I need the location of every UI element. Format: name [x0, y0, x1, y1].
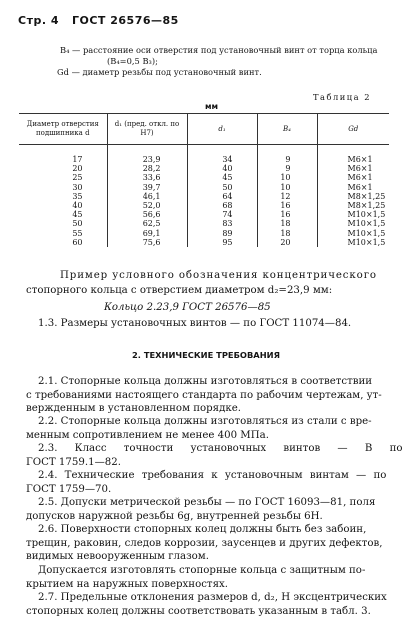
table-row: [19, 183, 389, 192]
col-bore-diameter: Диаметр отверстия подшипника d: [19, 114, 107, 145]
cell-b4: 10: [257, 183, 317, 192]
paragraph-2-1: [26, 375, 392, 416]
page-header: [18, 14, 179, 27]
p2-3-line1: 2.3. Класс точности установочных винтов — В по: [38, 443, 403, 454]
col-d2: d₁ (пред. откл. по H7): [107, 114, 187, 145]
cell-d1: 64: [187, 192, 257, 201]
paragraph-2-7: [26, 591, 392, 618]
coating-line1: Допускается изготовлять стопорные кольца с защитным по-: [38, 565, 366, 576]
table-2: [19, 113, 389, 247]
cell-d2: 46,1: [107, 192, 187, 201]
p2-5-line1: 2.5. Допуски метрической резьбы — по ГОСТ 16093—81, поля: [38, 497, 376, 508]
standard-number: ГОСТ 26576—85: [71, 14, 179, 27]
page-number: Стр. 4: [18, 14, 59, 27]
cell-d2: 52,0: [107, 201, 187, 210]
cell-d2: 23,9: [107, 145, 187, 165]
cell-gd: M8×1,25: [317, 192, 389, 201]
cell-d1: 45: [187, 173, 257, 182]
paragraph-2-3: [26, 442, 403, 469]
cell-bore-diameter: 60: [72, 237, 83, 247]
cell-gd: M6×1: [317, 145, 389, 165]
p2-1-line3: вержденным в установленном порядке.: [26, 403, 242, 414]
table-row: [19, 164, 389, 173]
example-designation: Кольцо 2.23,9 ГОСТ 26576—85: [104, 302, 271, 313]
cell-d1: 74: [187, 210, 257, 219]
cell-d2: 28,2: [107, 164, 187, 173]
cell-d1: 40: [187, 164, 257, 173]
cell-b4: 18: [257, 229, 317, 238]
example-intro-cont: стопорного кольца с отверстием диаметром d₂=23,9 мм:: [26, 285, 333, 296]
definition-b4-line2: (B₄=0,5 B₃);: [107, 56, 158, 66]
p2-5-line2: допусков наружной резьбы 6g, внутренней резьбы 6H.: [26, 510, 323, 522]
col-d1: d₁: [187, 114, 257, 145]
cell-b4: 16: [257, 201, 317, 210]
cell-b4: 9: [257, 164, 317, 173]
p2-4-line1: 2.4. Технические требования к установочным винтам — по: [38, 470, 387, 481]
p2-1-line1: 2.1. Стопорные кольца должны изготовляться в соответствии: [38, 376, 373, 387]
cell-d2: 69,1: [107, 229, 187, 238]
table-row: [19, 192, 389, 201]
cell-b4: 12: [257, 192, 317, 201]
p2-7-line2: стопорных колец должны соответствовать указанным в табл. 3.: [26, 605, 371, 617]
p2-6-line3: видимых невооруженным глазом.: [26, 551, 209, 562]
cell-d1: 68: [187, 201, 257, 210]
cell-gd: M10×1,5: [317, 238, 389, 247]
cell-d1: 95: [187, 238, 257, 247]
definition-b4: [60, 45, 377, 67]
cell-bore-diameter: 20: [72, 164, 83, 174]
p2-1-line2: с требованиями настоящего стандарта по рабочим чертежам, ут-: [26, 389, 382, 401]
definition-gd: Gd — диаметр резьбы под установочный винт.: [57, 67, 262, 77]
cell-bore-diameter: 35: [72, 191, 83, 201]
cell-bore-diameter: 25: [72, 173, 83, 183]
paragraph-2-4: [26, 469, 392, 496]
p2-3-line2: ГОСТ 1759.1—82.: [26, 456, 121, 468]
table-units: мм: [205, 102, 219, 111]
table-body: [19, 145, 389, 248]
p2-6-line2: трещин, раковин, следов коррозии, заусенцев и других дефектов,: [26, 537, 383, 549]
table-row: [19, 210, 389, 219]
cell-gd: M6×1: [317, 173, 389, 182]
p2-7-line1: 2.7. Предельные отклонения размеров d, d₂, H эксцентрических: [38, 592, 387, 603]
cell-gd: M6×1: [317, 164, 389, 173]
section-title: 2. ТЕХНИЧЕСКИЕ ТРЕБОВАНИЯ: [132, 350, 280, 360]
coating-line2: крытием на наружных поверхностях.: [26, 578, 228, 590]
cell-gd: M10×1,5: [317, 229, 389, 238]
cell-b4: 20: [257, 238, 317, 247]
cell-bore-diameter: 40: [72, 201, 83, 211]
paragraph-1-3: 1.3. Размеры установочных винтов — по ГОСТ 11074—84.: [38, 318, 352, 329]
table-row: [19, 201, 389, 210]
paragraph-2-6: [26, 523, 392, 564]
cell-d2: 33,6: [107, 173, 187, 182]
cell-b4: 18: [257, 219, 317, 228]
p2-2-line2: менным сопротивлением не менее 400 МПа.: [26, 429, 269, 441]
cell-bore-diameter: 45: [72, 210, 83, 220]
p2-6-line1: 2.6. Поверхности стопорных колец должны быть без забоин,: [38, 524, 367, 535]
cell-bore-diameter: 30: [72, 182, 83, 192]
col-gd: Gd: [317, 114, 389, 145]
table-row: [19, 145, 389, 165]
table-caption: Таблица 2: [313, 92, 371, 102]
cell-d2: 62,5: [107, 219, 187, 228]
cell-gd: M8×1,25: [317, 201, 389, 210]
cell-bore-diameter: 55: [72, 228, 83, 238]
example-intro: Пример условного обозначения концентрического: [60, 270, 377, 281]
cell-d2: 75,6: [107, 238, 187, 247]
cell-b4: 9: [257, 145, 317, 165]
cell-bore-diameter: 17: [72, 155, 83, 164]
cell-b4: 16: [257, 210, 317, 219]
cell-bore-diameter: 50: [72, 219, 83, 229]
paragraph-coating: [26, 564, 392, 591]
cell-gd: M6×1: [317, 183, 389, 192]
cell-gd: M10×1,5: [317, 210, 389, 219]
table-row: [19, 238, 389, 247]
definition-b4-line1: B₄ — расстояние оси отверстия под установочный винт от торца кольца: [60, 45, 378, 55]
dimensions-table: [19, 113, 389, 247]
col-b4: B₄: [257, 114, 317, 145]
paragraph-2-5: [26, 496, 392, 523]
table-row: [19, 219, 389, 228]
cell-d1: 50: [187, 183, 257, 192]
cell-d1: 83: [187, 219, 257, 228]
cell-d1: 89: [187, 229, 257, 238]
cell-b4: 10: [257, 173, 317, 182]
p2-2-line1: 2.2. Стопорные кольца должны изготовляться из стали с вре-: [38, 416, 372, 427]
table-row: [19, 173, 389, 182]
table-row: [19, 229, 389, 238]
p2-4-line2: ГОСТ 1759—70.: [26, 483, 112, 495]
paragraph-2-2: [26, 415, 392, 442]
cell-d1: 34: [187, 145, 257, 165]
table-header-row: [19, 114, 389, 145]
cell-d2: 39,7: [107, 183, 187, 192]
cell-d2: 56,6: [107, 210, 187, 219]
cell-gd: M10×1,5: [317, 219, 389, 228]
